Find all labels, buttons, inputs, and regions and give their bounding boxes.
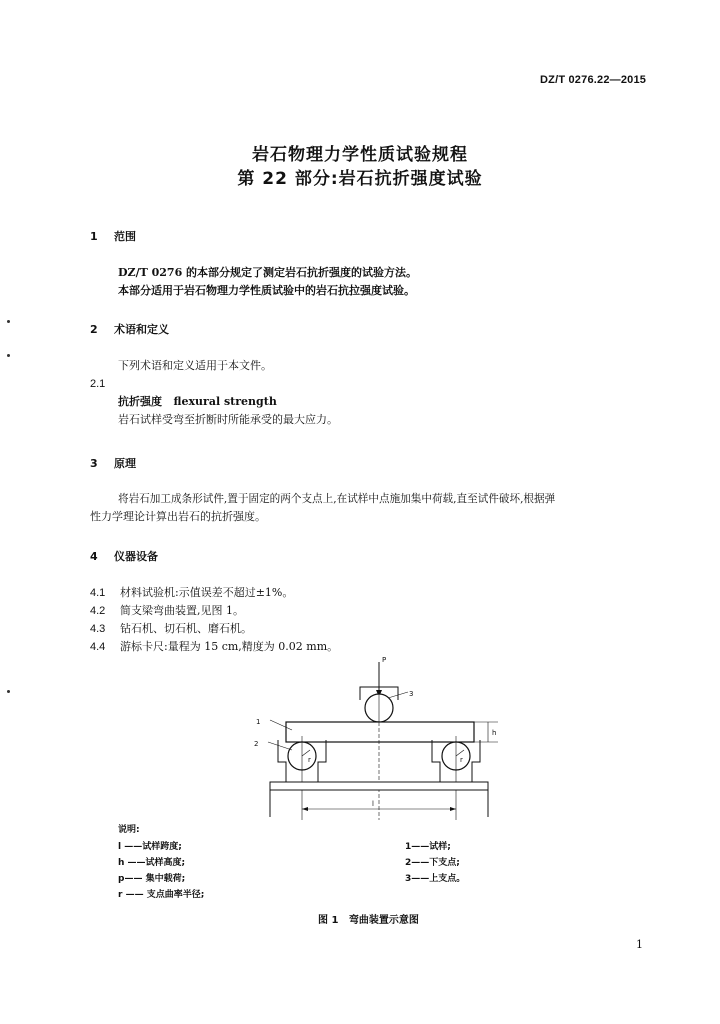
label-r-left: r <box>308 756 311 764</box>
legend-item: r —— 支点曲率半径; <box>118 890 205 900</box>
section-3-paragraph-line1: 将岩石加工成条形试件,置于固定的两个支点上,在试样中点施加集中荷载,直至试件破坏,根据弹 <box>118 493 556 505</box>
section-title: 范围 <box>114 230 136 243</box>
term-english: flexural strength <box>173 395 277 408</box>
item-text: 简支梁弯曲装置,见图 1。 <box>120 604 244 617</box>
legend-item: 2——下支点; <box>405 858 460 868</box>
section-4-heading <box>90 548 158 564</box>
label-2: 2 <box>254 740 259 748</box>
section-number: 3 <box>90 457 98 470</box>
term-definition: 岩石试样受弯至折断时所能承受的最大应力。 <box>118 413 338 426</box>
term-entry <box>118 394 277 410</box>
equipment-item <box>90 620 252 636</box>
document-title-line2: 第 22 部分:岩石抗折强度试验 <box>237 169 483 189</box>
scan-speck <box>7 320 10 323</box>
standard-number: DZ/T 0276.22—2015 <box>540 74 647 86</box>
scan-speck <box>7 354 10 357</box>
legend-item: h ——试样高度; <box>118 858 186 868</box>
section-title: 仪器设备 <box>114 550 158 563</box>
figure-caption <box>318 911 419 926</box>
label-l: l <box>372 800 374 808</box>
label-r-right: r <box>460 756 463 764</box>
figure-title: 弯曲装置示意图 <box>348 915 419 926</box>
figure-number: 图 1 <box>318 915 339 926</box>
section-number: 4 <box>90 550 98 563</box>
item-text: 材料试验机:示值误差不超过±1%。 <box>120 586 294 599</box>
label-1: 1 <box>256 718 261 726</box>
span-arrow-left <box>302 807 308 811</box>
legend-item: p—— 集中载荷; <box>118 874 186 884</box>
section-number: 2 <box>90 323 98 336</box>
legend-item: 3——上支点。 <box>405 874 466 884</box>
section-2-paragraph-1: 下列术语和定义适用于本文件。 <box>118 359 272 372</box>
section-3-paragraph-line2: 性力学理论计算出岩石的抗折强度。 <box>90 510 266 523</box>
span-arrow-right <box>450 807 456 811</box>
legend-title: 说明: <box>118 825 140 835</box>
legend-item: 1——试样; <box>405 842 451 852</box>
item-number: 4.2 <box>90 605 106 617</box>
bending-apparatus-diagram <box>248 652 508 824</box>
section-title: 术语和定义 <box>114 323 169 336</box>
item-text: 游标卡尺:量程为 15 cm,精度为 0.02 mm。 <box>120 640 339 653</box>
item-number: 4.4 <box>90 641 106 653</box>
term-chinese: 抗折强度 <box>118 395 162 408</box>
equipment-item <box>90 584 293 600</box>
scan-speck <box>7 690 10 693</box>
subsection-number: 2.1 <box>90 378 106 390</box>
section-2-heading <box>90 321 169 337</box>
section-3-heading <box>90 455 136 471</box>
leader-2 <box>268 742 292 750</box>
specimen-beam <box>286 722 474 742</box>
label-p: P <box>382 656 387 664</box>
section-title: 原理 <box>114 457 136 470</box>
section-1-heading <box>90 228 136 244</box>
item-text: 钻石机、切石机、磨石机。 <box>120 622 252 635</box>
legend-item: l ——试样跨度; <box>118 842 182 852</box>
base-plate <box>270 782 488 790</box>
document-title-line1: 岩石物理力学性质试验规程 <box>252 145 468 165</box>
item-number: 4.3 <box>90 623 106 635</box>
item-number: 4.1 <box>90 587 106 599</box>
section-1-paragraph-1: DZ/T 0276 的本部分规定了测定岩石抗折强度的试验方法。 <box>118 266 418 279</box>
label-h: h <box>492 729 497 737</box>
section-1-paragraph-2: 本部分适用于岩石物理力学性质试验中的岩石抗拉强度试验。 <box>118 284 415 297</box>
section-number: 1 <box>90 230 98 243</box>
page-number: 1 <box>636 938 643 951</box>
equipment-item <box>90 602 244 618</box>
label-3: 3 <box>409 690 414 698</box>
